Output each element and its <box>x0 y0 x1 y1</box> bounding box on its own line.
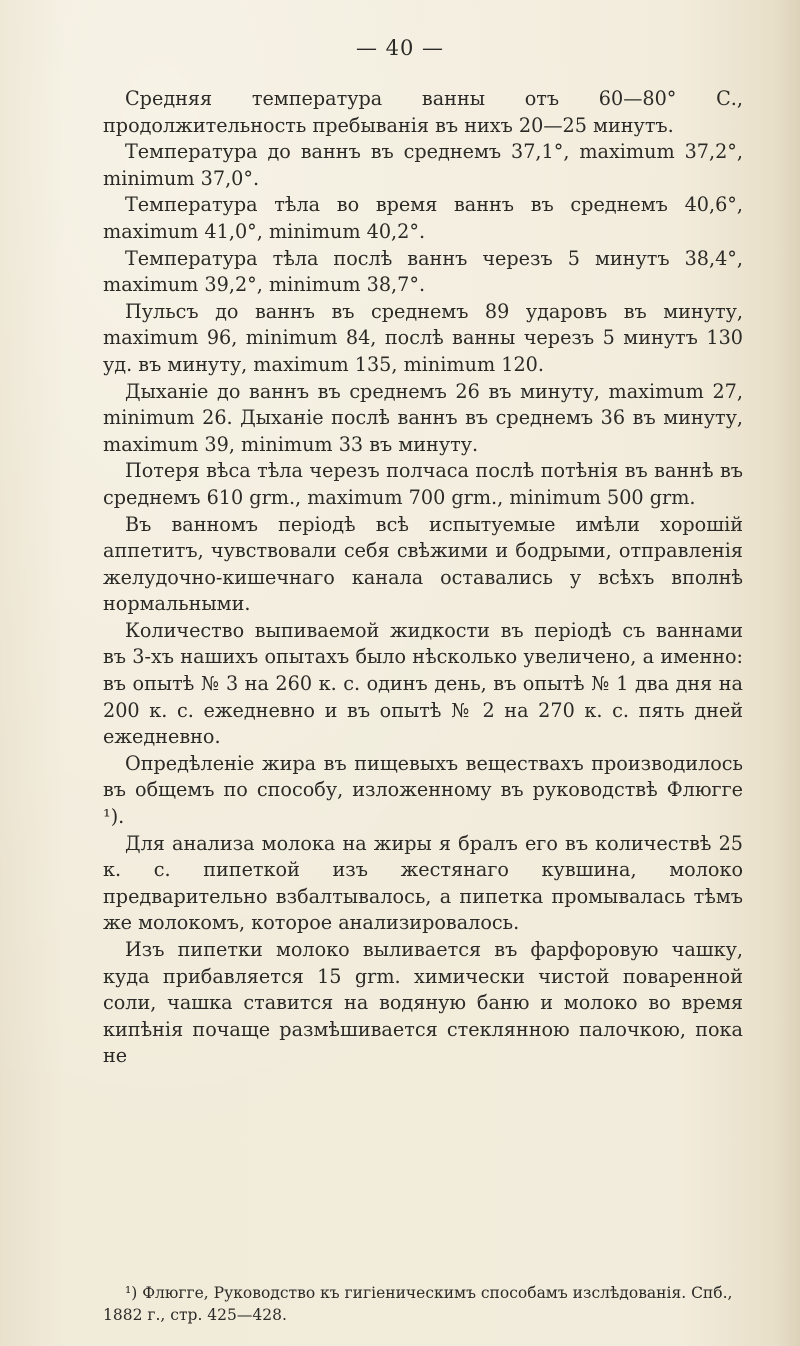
paragraph-bath-temperature: Средняя температура ванны отъ 60—80° С., продолжительность пребыванія въ нихъ 20—25 минутъ. <box>103 87 743 137</box>
paragraph-wellbeing: Въ ванномъ періодѣ всѣ испытуемые имѣли хорошій аппетитъ, чувствовали себя свѣжими и бодрыми, отправленія желудочно-кишечнаго канала оставались у всѣхъ вполнѣ нормальными. <box>103 512 743 616</box>
paragraph-milk-analysis: Для анализа молока на жиры я бралъ его въ количествѣ 25 к. с. пипеткой изъ жестянаго кувшина, молоко предварительно взбалтывалось, а пипетка промывалась тѣмъ же молокомъ, которое анализировалось. <box>103 831 743 935</box>
page-number: — 40 — <box>355 36 445 60</box>
paragraph-fat-determination: Опредѣленіе жира въ пищевыхъ веществахъ производилось въ общемъ по способу, изложенному въ руководствѣ Флюгге ¹). <box>103 751 743 829</box>
paragraph-breathing: Дыханіе до ваннъ въ среднемъ 26 въ минуту, maximum 27, minimum 26. Дыханіе послѣ ваннъ въ среднемъ 36 въ минуту, maximum 39, minimum 33 въ минуту. <box>103 379 743 456</box>
paragraph-pulse: Пульсъ до ваннъ въ среднемъ 89 ударовъ въ минуту, maximum 96, minimum 84, послѣ ванны черезъ 5 минутъ 130 уд. въ минуту, maximum 135, minimum 120. <box>103 299 743 376</box>
footnote-text: ¹) Флюгге, Руководство къ гигіеническимъ способамъ изслѣдованія. Спб., 1882 г., стр. 425—428. <box>103 1284 733 1324</box>
paragraph-temperature-before: Температура до ваннъ въ среднемъ 37,1°, maximum 37,2°, minimum 37,0°. <box>103 140 743 190</box>
paragraph-fluid-intake: Количество выпиваемой жидкости въ періодѣ съ ваннами въ 3-хъ нашихъ опытахъ было нѣсколько увеличено, а именно: въ опытѣ № 3 на 260 к. с. одинъ день, въ опытѣ № 1 два дня на 200 к. с. ежедневно и въ опытѣ № 2 на 270 к. с. пять дней ежедневно. <box>103 618 743 749</box>
paragraph-temperature-during: Температура тѣла во время ваннъ въ среднемъ 40,6°, maximum 41,0°, minimum 40,2°. <box>103 193 743 243</box>
paragraph-pipette-procedure: Изъ пипетки молоко выливается въ фарфоровую чашку, куда прибавляется 15 grm. химически чистой поваренной соли, чашка ставится на водяную баню и молоко во время кипѣнія почаще размѣшивается стеклянною палочкою, пока не <box>103 938 743 1068</box>
body-text <box>103 86 743 1070</box>
paragraph-temperature-after: Температура тѣла послѣ ваннъ черезъ 5 минутъ 38,4°, maximum 39,2°, minimum 38,7°. <box>103 246 743 297</box>
footnote <box>103 1282 763 1326</box>
paragraph-weight-loss: Потеря вѣса тѣла черезъ полчаса послѣ потѣнія въ ваннѣ въ среднемъ 610 grm., maximum 700 grm., minimum 500 grm. <box>103 459 743 509</box>
